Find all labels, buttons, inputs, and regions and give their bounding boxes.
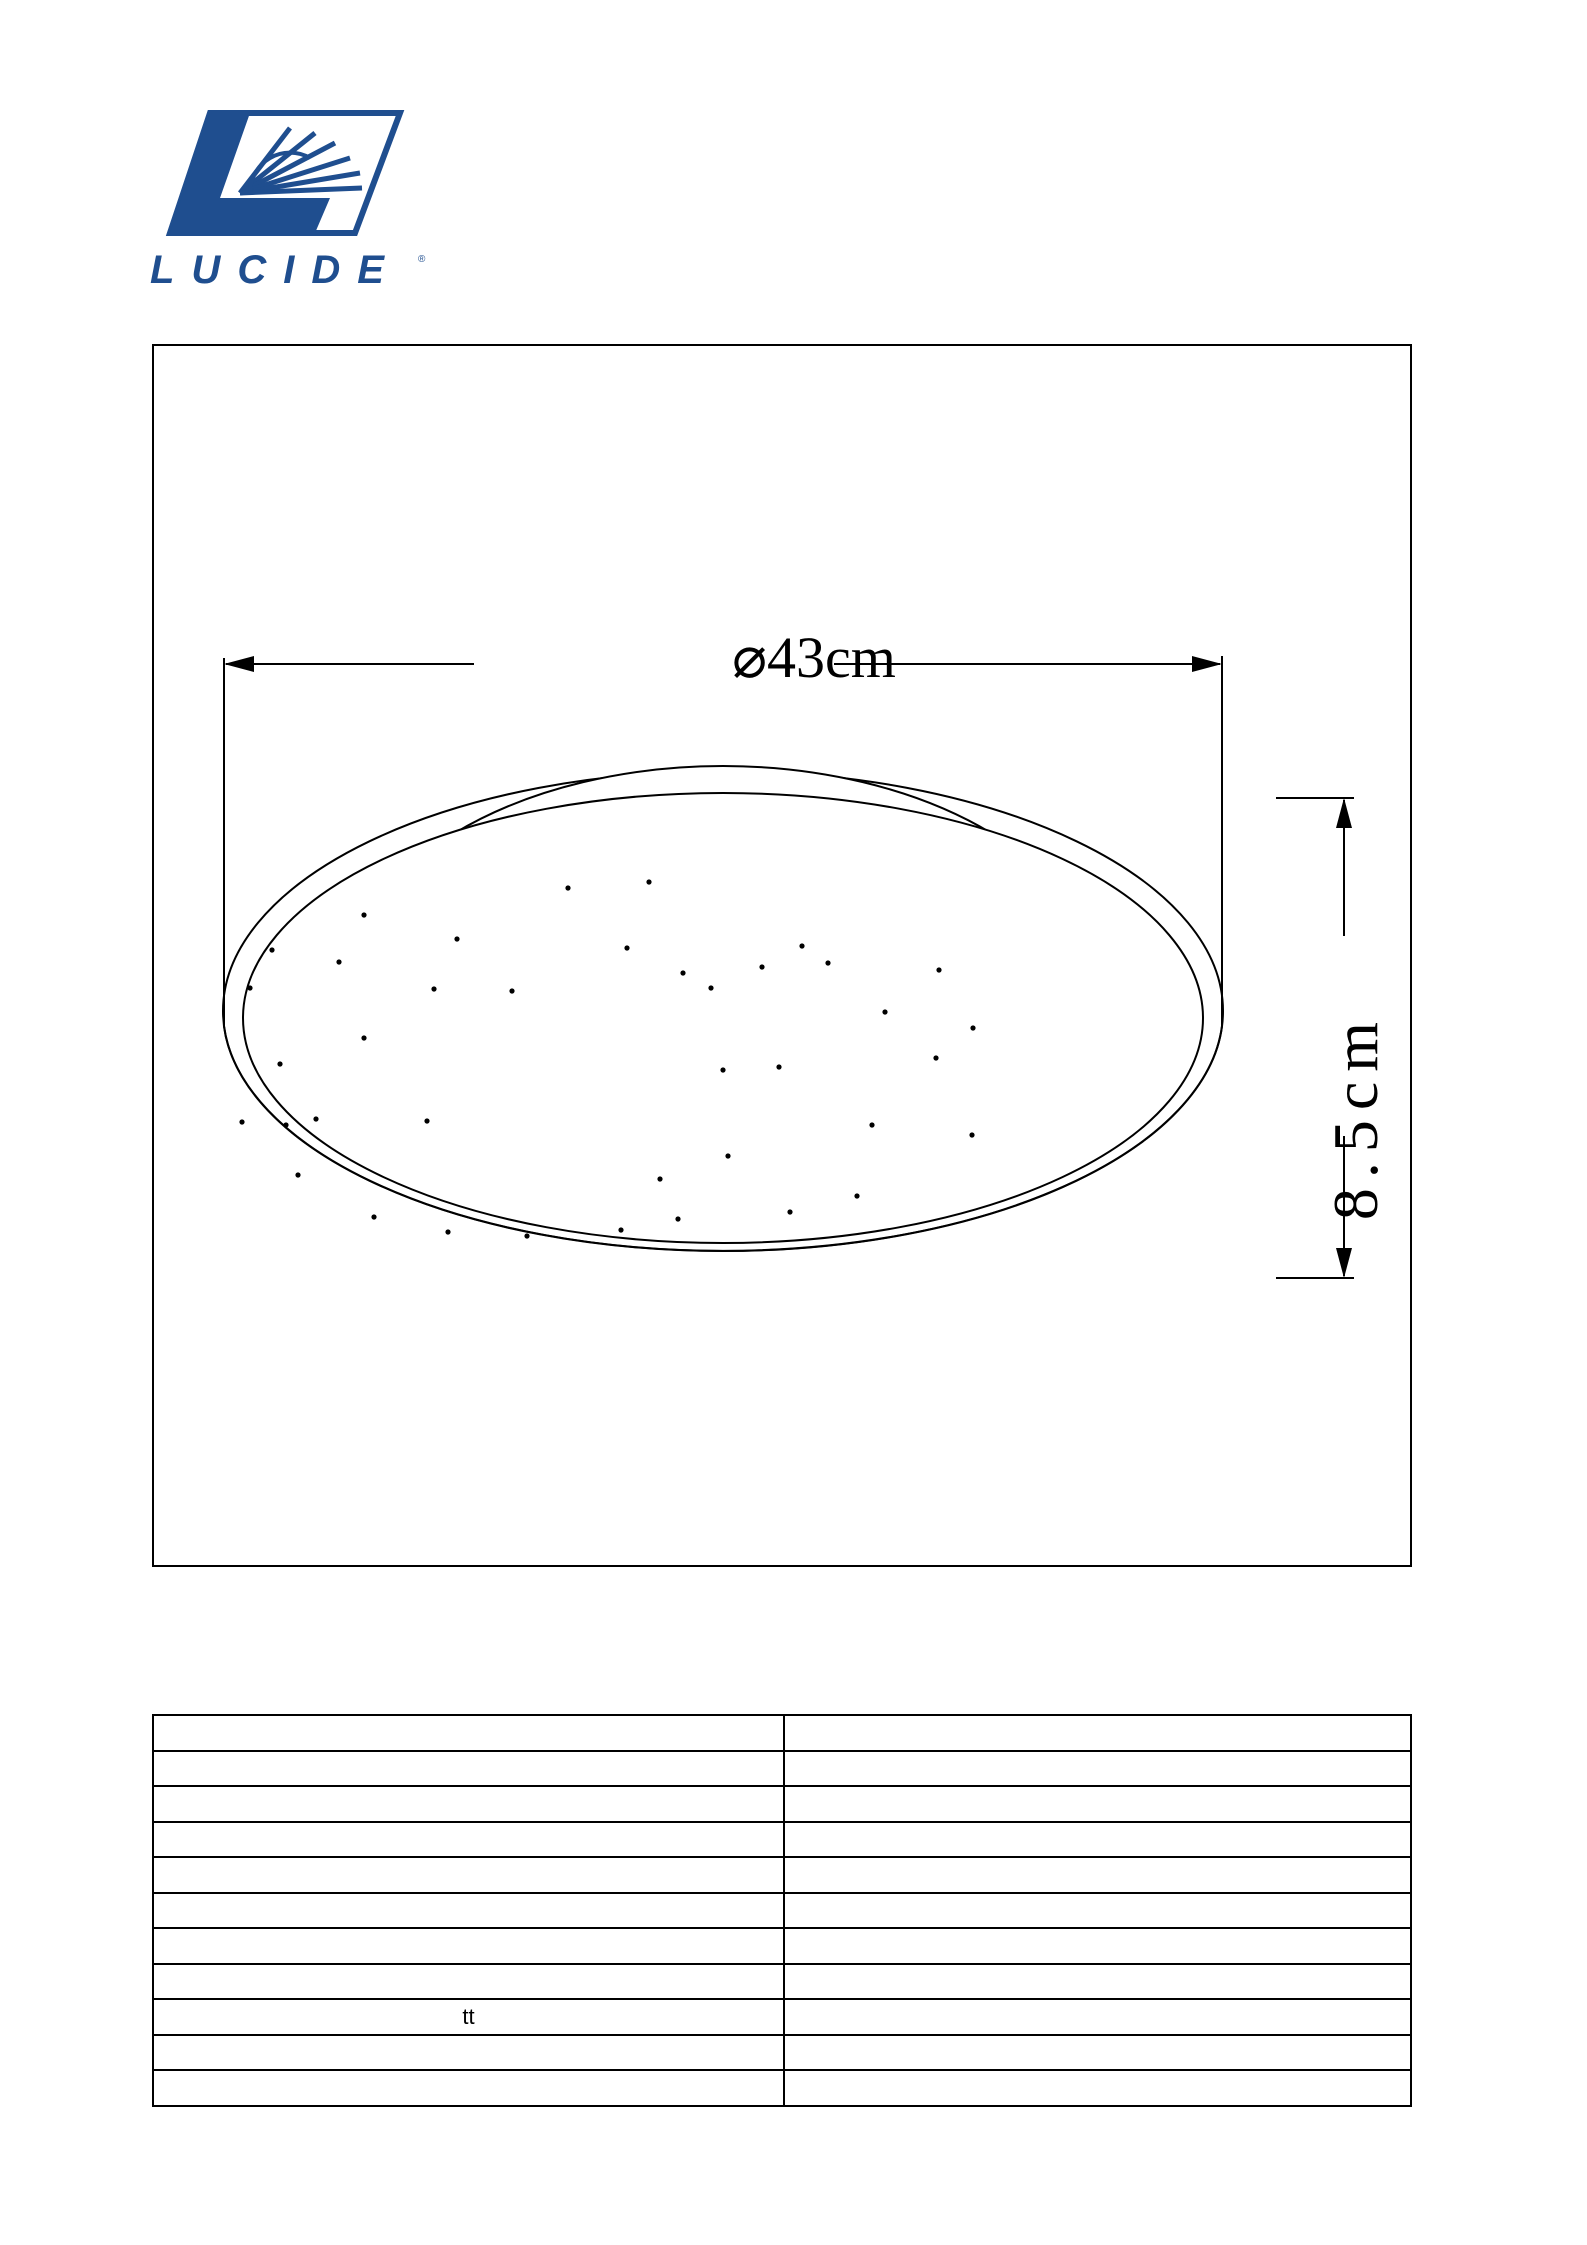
spec-value-cell <box>784 1857 1411 1893</box>
spec-label-cell <box>153 1893 784 1929</box>
star-dot <box>720 1067 725 1072</box>
star-dot <box>454 936 459 941</box>
star-dot <box>336 959 341 964</box>
star-dot <box>970 1025 975 1030</box>
star-dot <box>799 943 804 948</box>
spec-label-cell <box>153 1928 784 1964</box>
lucide-logo-mark-icon <box>150 108 430 248</box>
spec-row <box>153 1822 1411 1858</box>
star-dot <box>283 1122 288 1127</box>
spec-row <box>153 1999 1411 2035</box>
star-dot <box>882 1009 887 1014</box>
star-dot <box>646 879 651 884</box>
star-dot <box>424 1118 429 1123</box>
spec-value-cell <box>784 1964 1411 2000</box>
star-dot <box>361 1035 366 1040</box>
star-dot <box>277 1061 282 1066</box>
technical-drawing <box>152 344 1412 1567</box>
lamp-diffuser <box>243 793 1203 1243</box>
spec-row <box>153 1893 1411 1929</box>
star-dot <box>295 1172 300 1177</box>
star-dot <box>361 912 366 917</box>
spec-value-cell <box>784 1893 1411 1929</box>
star-dot <box>759 964 764 969</box>
star-dot <box>680 970 685 975</box>
spec-label-cell <box>153 1751 784 1787</box>
star-dot <box>445 1229 450 1234</box>
lamp-drawing-svg <box>154 346 1412 1567</box>
star-dot <box>618 1227 623 1232</box>
registered-mark: ® <box>418 254 426 265</box>
spec-label-cell <box>153 2070 784 2106</box>
star-dot <box>869 1122 874 1127</box>
spec-value-cell <box>784 2035 1411 2071</box>
star-dot <box>825 960 830 965</box>
spec-row <box>153 1751 1411 1787</box>
spec-row <box>153 1964 1411 2000</box>
star-dot <box>431 986 436 991</box>
star-dot <box>936 967 941 972</box>
star-dot <box>371 1214 376 1219</box>
lucide-logo <box>150 108 430 318</box>
spec-row <box>153 1857 1411 1893</box>
spec-row <box>153 1786 1411 1822</box>
star-dot <box>787 1209 792 1214</box>
spec-label-cell <box>153 2035 784 2071</box>
brand-name: LUCIDE <box>150 248 401 292</box>
spec-value-cell <box>784 1715 1411 1751</box>
star-dot <box>239 1119 244 1124</box>
star-dot <box>776 1064 781 1069</box>
star-dot <box>509 988 514 993</box>
spec-value-cell <box>784 2070 1411 2106</box>
spec-row <box>153 1715 1411 1751</box>
spec-row <box>153 2035 1411 2071</box>
star-dot <box>854 1193 859 1198</box>
star-dot <box>657 1176 662 1181</box>
star-dot <box>269 947 274 952</box>
spec-value-cell <box>784 1928 1411 1964</box>
spec-value-cell <box>784 1786 1411 1822</box>
star-dot <box>565 885 570 890</box>
spec-value-cell <box>784 1751 1411 1787</box>
star-dot <box>708 985 713 990</box>
spec-label-cell <box>153 1822 784 1858</box>
spec-value-cell <box>784 1999 1411 2035</box>
spec-row <box>153 2070 1411 2106</box>
star-dot <box>313 1116 318 1121</box>
star-dot <box>624 945 629 950</box>
star-dot <box>933 1055 938 1060</box>
spec-label-cell: tt <box>153 1999 784 2035</box>
height-dimension-label: 8.5cm <box>1320 1011 1391 1221</box>
spec-value-cell <box>784 1822 1411 1858</box>
star-dot <box>247 985 252 990</box>
specification-table <box>152 1714 1412 2107</box>
star-dot <box>725 1153 730 1158</box>
spec-label-cell <box>153 1715 784 1751</box>
spec-label-cell <box>153 1786 784 1822</box>
spec-row <box>153 1928 1411 1964</box>
spec-label-cell <box>153 1964 784 2000</box>
star-dot <box>524 1233 529 1238</box>
star-dot <box>675 1216 680 1221</box>
spec-label-cell <box>153 1857 784 1893</box>
diameter-dimension-label: ⌀43cm <box>732 625 896 690</box>
star-dot <box>969 1132 974 1137</box>
